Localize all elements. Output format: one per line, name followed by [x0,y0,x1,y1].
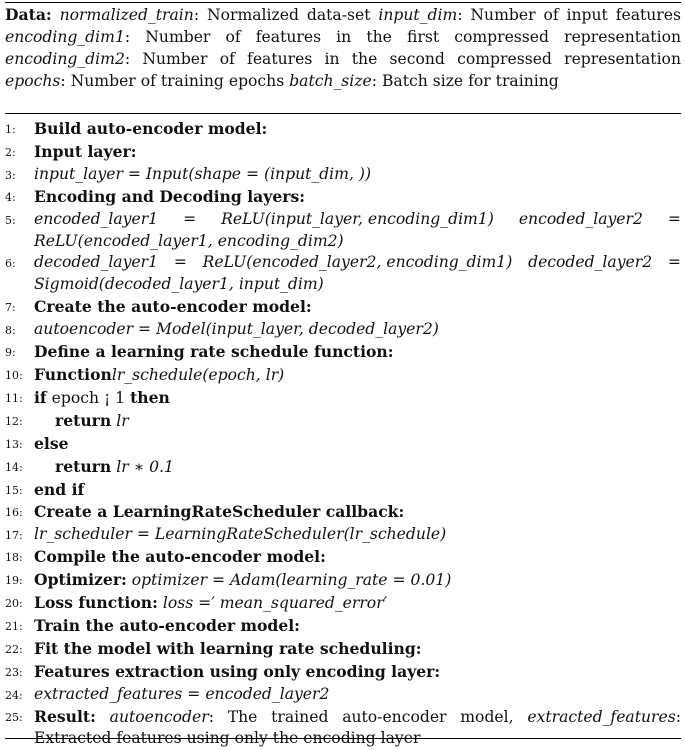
data-desc: Number of input features [470,6,681,24]
algo-line [5,524,681,546]
code-statement: lr_schedule(epoch, lr) [111,365,285,384]
code-var: encoded_layer2 [518,209,643,228]
result-desc: : Extracted features using only the encoding layer [34,707,681,748]
bottom-rule [5,738,681,739]
line-number: 12: [5,414,23,428]
data-label: Data: [5,5,52,24]
algo-line [5,706,681,750]
keyword: else [34,433,69,453]
code-expr: ReLU(input_layer, encoding_dim1) [221,209,494,228]
line-number: 17: [5,529,23,543]
condition: epoch ¡ 1 [51,388,126,407]
top-rule [5,2,681,3]
data-var: epochs [5,71,61,90]
data-var: input_dim [378,6,458,24]
line-number: 21: [5,619,23,633]
keyword: if [34,387,47,407]
algo-line [5,252,681,296]
code-statement: optimizer = Adam(learning_rate = 0.01) [131,571,452,590]
algo-line [5,546,681,569]
line-number: 18: [5,551,23,565]
data-var: encoding_dim1 [5,27,125,46]
algo-line [5,638,681,661]
step-heading: Input layer: [34,141,137,161]
equals: = [667,209,681,228]
step-heading: Encoding and Decoding layers: [34,186,305,206]
keyword: return [55,410,112,430]
line-number: 3: [5,168,16,182]
algo-line [5,684,681,706]
algorithm-block [5,0,681,748]
algo-line [5,456,681,479]
step-heading: Build auto-encoder model: [34,119,268,138]
data-desc: Number of features in the first compressed representation [145,27,681,46]
step-heading: Define a learning rate schedule function: [34,342,394,362]
line-number: 15: [5,483,23,497]
keyword: Result: [34,706,96,726]
line-number: 11: [5,391,23,405]
data-var: normalized_train [59,6,194,24]
line-number: 16: [5,506,23,520]
equals: = [173,253,187,272]
data-desc: Number of training epochs [70,71,285,90]
code-statement: lr [116,411,129,430]
algo-line [5,141,681,164]
algo-line [5,615,681,638]
algo-line [5,410,681,433]
code-statement: lr ∗ 0.1 [116,457,174,476]
algo-line [5,364,681,387]
line-number: 2: [5,145,16,159]
result-desc: : The trained auto-encoder model, [208,707,514,726]
algo-line [5,164,681,186]
algo-line [5,341,681,364]
line-number: 20: [5,597,23,611]
code-var: decoded_layer2 [528,253,653,272]
code-expr: ReLU(encoded_layer2, encoding_dim1) [202,253,513,272]
keyword: then [130,387,170,407]
step-heading: Fit the model with learning rate scheduling: [34,638,422,658]
keyword: Loss function: [34,593,158,613]
statement-row [34,252,681,274]
keyword: end if [34,479,85,499]
data-header: Data: normalized_train: Normalized data-set input_dim: Number of input features encoding_dim1: Number of features in the first compressed representation encoding_dim2: Number of features in the second compressed representation epochs: Number of training epochs batch_size: Batch size for training [5,5,681,90]
algo-line [5,387,681,410]
step-heading: Train the auto-encoder model: [34,615,300,635]
code-statement: extracted_features = encoded_layer2 [34,684,330,703]
step-heading: Create the auto-encoder model: [34,297,312,317]
algo-line [5,209,681,253]
data-desc: Normalized data-set [206,6,371,24]
algo-line [5,592,681,615]
data-desc: Number of features in the second compressed representation [142,49,681,68]
code-statement: loss =′ mean_squared_error′ [162,594,388,613]
algo-line [5,479,681,502]
statement-row [34,209,681,231]
data-desc: Batch size for training [381,71,559,90]
step-heading: Features extraction using only encoding layer: [34,661,441,681]
equals: = [183,209,197,228]
result-var: autoencoder [109,707,209,726]
line-number: 22: [5,642,23,656]
equals: = [667,253,681,272]
step-heading: Create a LearningRateScheduler callback: [34,502,405,522]
algo-line [5,296,681,319]
algo-line [5,319,681,341]
code-expr: ReLU(encoded_layer1, encoding_dim2) [34,231,344,250]
code-var: decoded_layer1 [34,253,159,272]
algo-line [5,501,681,524]
line-number: 5: [5,213,16,227]
line-number: 24: [5,688,23,702]
algo-line [5,118,681,141]
line-number: 13: [5,437,23,451]
algorithm-lines [5,118,681,750]
data-var: encoding_dim2 [5,49,125,68]
data-var: batch_size [289,71,372,90]
line-number: 9: [5,346,16,360]
line-number: 10: [5,368,23,382]
algo-line [5,569,681,592]
algo-line [5,186,681,209]
code-var: encoded_layer1 [34,209,159,228]
line-number: 19: [5,574,23,588]
keyword: Optimizer: [34,570,127,590]
code-statement: input_layer = Input(shape = (input_dim, )) [34,164,372,183]
step-heading: Compile the auto-encoder model: [34,547,326,567]
line-number: 6: [5,257,16,271]
result-var: extracted_features [527,707,676,726]
keyword: Function [34,364,112,384]
code-statement: autoencoder = Model(input_layer, decoded_layer2) [34,320,439,339]
line-number: 25: [5,710,23,724]
line-number: 4: [5,190,16,204]
code-expr: Sigmoid(decoded_layer1, input_dim) [34,275,324,294]
keyword: return [55,456,112,476]
line-number: 1: [5,123,16,136]
line-number: 23: [5,665,23,679]
algo-line [5,661,681,684]
code-statement: lr_scheduler = LearningRateScheduler(lr_schedule) [34,525,447,544]
header-rule [5,113,681,114]
line-number: 7: [5,301,16,315]
line-number: 8: [5,324,16,338]
algo-line [5,433,681,456]
line-number: 14: [5,460,23,474]
